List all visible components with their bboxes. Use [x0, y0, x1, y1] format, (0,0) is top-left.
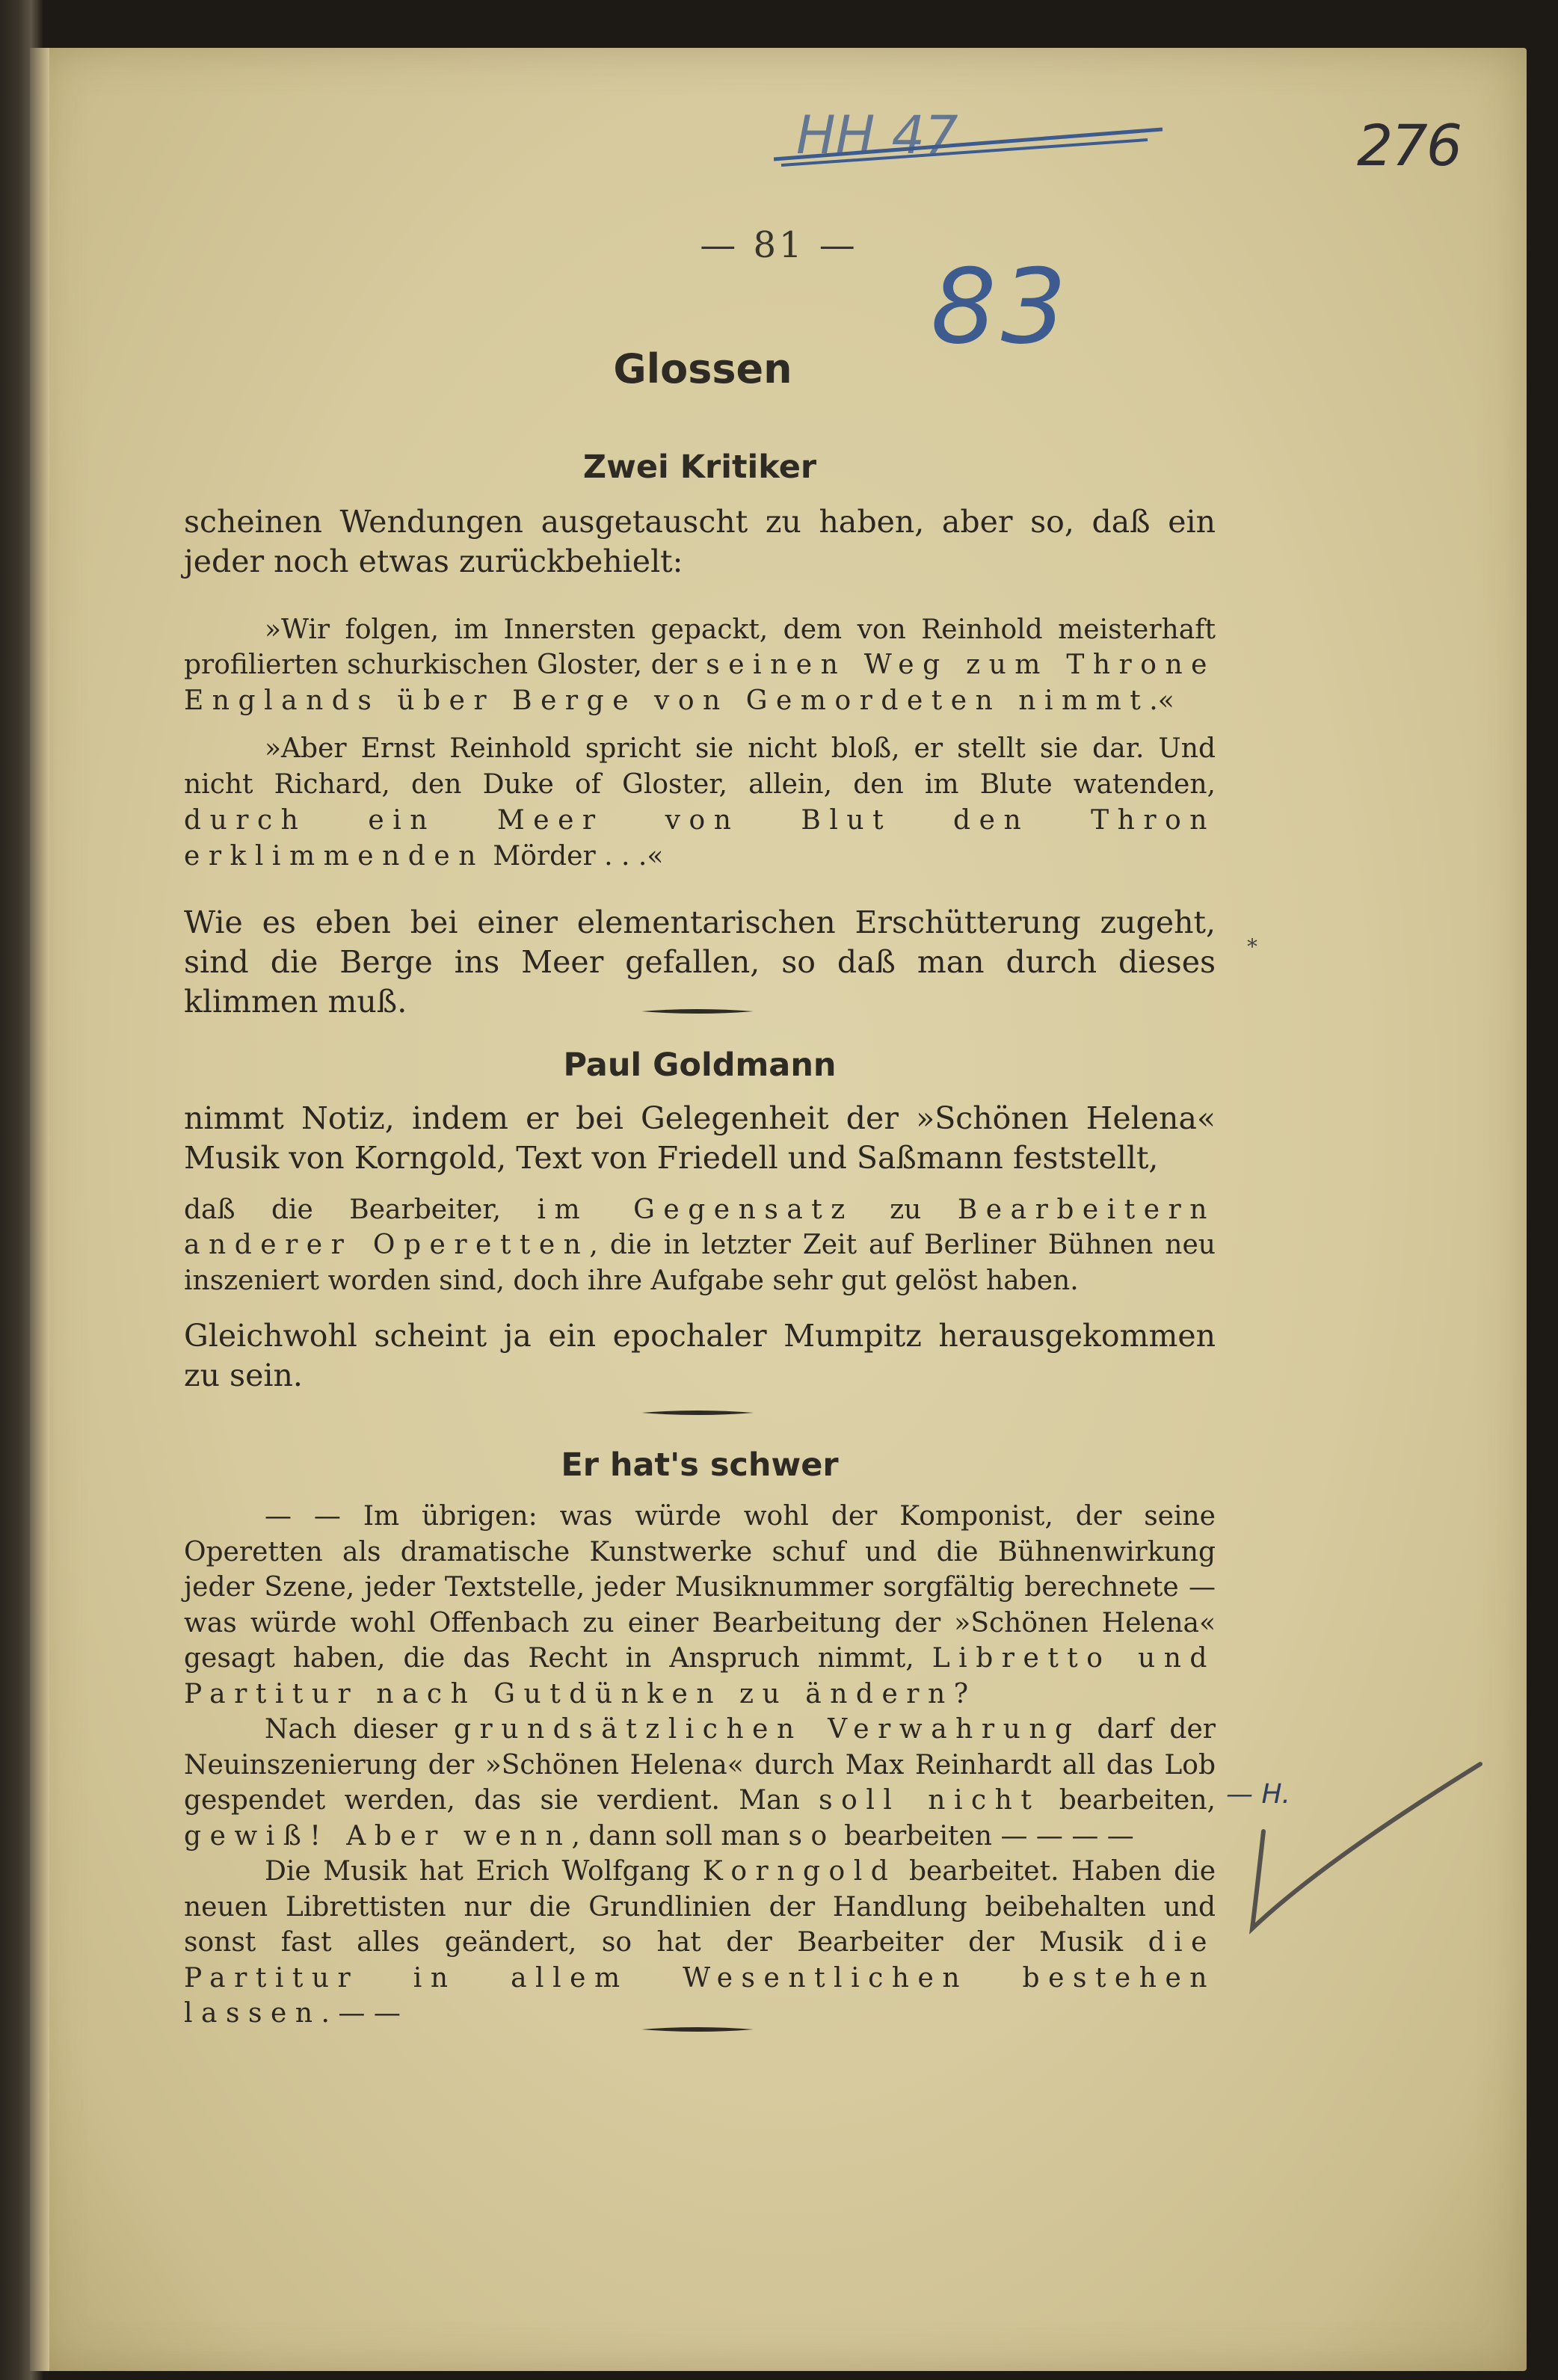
spaced-emphasis: seinen Weg zum Throne Englands über Berge von Gemordeten nimmt	[184, 650, 1216, 717]
spaced-emphasis: die Partitur in allem Wesentlichen bestehen lassen	[184, 1927, 1216, 2029]
body-text: bearbeiten — — — —	[835, 1820, 1134, 1852]
section-er-hats-schwer	[184, 1499, 1216, 2032]
section-heading-zwei-kritiker: Zwei Kritiker	[582, 448, 817, 486]
cancelled-catalog-number: HH 47	[796, 105, 958, 166]
handwritten-margin-note: — H.	[1226, 1779, 1290, 1810]
spaced-emphasis: Bearbeitern anderer Operetten	[184, 1194, 1216, 1261]
quote-paragraph	[184, 612, 1216, 720]
body-paragraph	[184, 1499, 1216, 1712]
spaced-emphasis: im Gegensatz	[537, 1194, 854, 1225]
page-number: — 81 —	[700, 224, 858, 266]
section-heading-paul-goldmann: Paul Goldmann	[563, 1046, 837, 1084]
spaced-emphasis: Korngold	[702, 1856, 897, 1887]
closing-paragraph: Gleichwohl scheint ja ein epochaler Mumpitz herausgekommen zu sein.	[184, 1318, 1216, 1394]
spaced-emphasis: so	[788, 1820, 836, 1852]
intro-paragraph: scheinen Wendungen ausgetauscht zu haben, aber so, daß ein jeder noch etwas zurückbehielt:	[184, 504, 1216, 580]
quote-text: Mörder . . .«	[484, 840, 664, 872]
section-heading-er-hats-schwer: Er hat's schwer	[561, 1446, 839, 1484]
quote-text: »Wir folgen, im Innersten gepackt, dem von Reinhold meisterhaft profilierten schurkischen Gloster, der	[184, 614, 1216, 681]
intro-paragraph: nimmt Notiz, indem er bei Gelegenheit der »Schönen Helena« Musik von Korngold, Text von Friedell und Saßmann feststellt,	[184, 1100, 1216, 1177]
quote-text: daß die Bearbeiter,	[184, 1194, 538, 1225]
quote-text: , die in letzter Zeit auf Berliner Bühnen neu inszeniert worden sind, doch ihre Aufgabe sehr gut gelöst haben.	[184, 1230, 1216, 1296]
section-divider	[641, 1008, 754, 1015]
body-text: darf der Neuinszenierung der »Schönen Helena« durch Max Reinhardt all das Lob gespendet werden, das sie verdient. Man	[184, 1714, 1216, 1816]
pencil-check-mark	[1234, 1749, 1518, 1973]
strike-through-lines	[774, 123, 1163, 168]
quote-paragraph	[184, 1192, 1216, 1299]
section-paul-goldmann	[184, 1099, 1216, 1396]
closing-paragraph: Wie es eben bei einer elementarischen Erschütterung zugeht, sind die Berge ins Meer gefallen, so daß man durch dieses klimmen muß.	[184, 904, 1216, 1020]
body-paragraph	[184, 1854, 1216, 2032]
spaced-emphasis: durch ein Meer von Blut den Thron erklimmenden	[184, 804, 1216, 872]
handwritten-catalog-number: 83	[931, 247, 1071, 367]
page-title: Glossen	[613, 345, 792, 392]
body-text: bearbeiten,	[1040, 1785, 1216, 1816]
spaced-emphasis: Libretto und Partitur nach Gutdünken zu ändern	[184, 1643, 1216, 1710]
body-text: — — Im übrigen: was würde wohl der Komponist, der seine Operetten als dramatische Kunstwerke schuf und die Bühnenwirkung jeder Szene, jeder Textstelle, jeder Musiknummer sorgfältig berechnete — was würde wohl Offenbach zu einer Bearbeitung der »Schönen Helena« gesagt haben, die das Recht in Anspruch nimmt,	[184, 1501, 1216, 1674]
spaced-emphasis: gewiß! Aber wenn	[184, 1820, 572, 1852]
quote-text: zu	[853, 1194, 958, 1225]
quote-text: .«	[1149, 685, 1174, 717]
binding-edge	[30, 48, 49, 2371]
spaced-emphasis: soll nicht	[819, 1785, 1041, 1816]
body-text: bearbeitet. Haben die neuen Librettisten nur die Grundlinien der Handlung beibehalten und sonst fast alles geändert, so hat der Bearbeiter der Musik	[184, 1856, 1216, 1958]
quote-paragraph	[184, 731, 1216, 875]
body-text: Nach dieser	[265, 1714, 454, 1745]
spaced-emphasis: grundsätzlichen Verwahrung	[453, 1714, 1081, 1745]
body-paragraph	[184, 1712, 1216, 1854]
body-text: ?	[953, 1678, 969, 1710]
body-text: . — —	[321, 1998, 401, 2029]
body-text: Die Musik hat Erich Wolfgang	[265, 1856, 703, 1887]
margin-mark: *	[1247, 934, 1257, 959]
body-text: , dann soll man	[571, 1820, 789, 1852]
section-divider	[641, 2026, 754, 2033]
handwritten-folio-number: 276	[1357, 112, 1462, 179]
section-divider	[641, 1409, 754, 1416]
quote-text: »Aber Ernst Reinhold spricht sie nicht bloß, er stellt sie dar. Und nicht Richard, den Duke of Gloster, allein, den im Blute watenden,	[184, 733, 1216, 801]
section-zwei-kritiker	[184, 502, 1216, 1023]
